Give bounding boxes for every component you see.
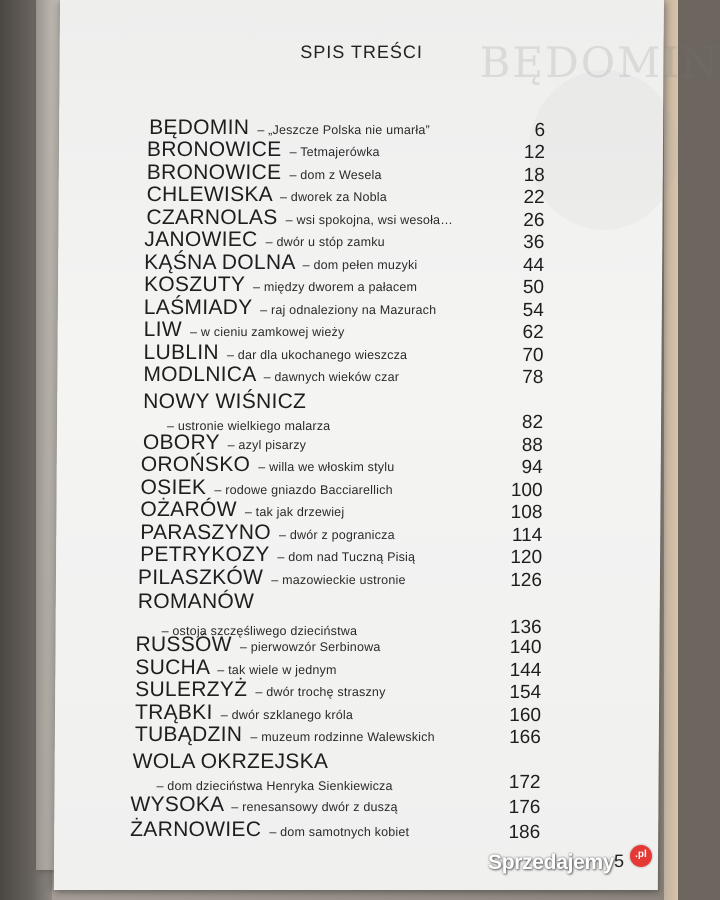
toc-entry-page-number: 100 bbox=[510, 480, 543, 501]
toc-entry-name-text: LUBLIN bbox=[143, 341, 219, 364]
toc-entry-subtitle: – rodowe gniazdo Bacciarellich bbox=[214, 483, 393, 497]
toc-entry-name-text: OBORY bbox=[142, 431, 220, 454]
toc-entry-subtitle: – muzeum rodzinne Walewskich bbox=[250, 730, 435, 744]
toc-entry-subtitle: – mazowieckie ustronie bbox=[271, 573, 406, 587]
toc-entry-name-text: MODLNICA bbox=[143, 363, 256, 386]
toc-entry-page-number: 18 bbox=[523, 165, 545, 186]
toc-entry-page-number: 120 bbox=[510, 547, 543, 568]
toc-entry bbox=[54, 817, 658, 843]
toc-entry-name-text: TRĄBKI bbox=[134, 701, 213, 724]
toc-entry-subtitle: – dwór trochę straszny bbox=[255, 685, 386, 699]
page-number: 5 bbox=[613, 851, 625, 871]
toc-entry-name-text: CHLEWISKA bbox=[146, 183, 272, 206]
toc-entry-page-number: 94 bbox=[521, 457, 543, 478]
toc-entry-subtitle: – ustronie wielkiego malarza bbox=[166, 419, 331, 433]
toc-entry bbox=[54, 792, 658, 818]
watermark-logo bbox=[488, 845, 663, 885]
toc-entry bbox=[56, 587, 660, 613]
toc-entry-page-number: 160 bbox=[509, 705, 542, 726]
toc-entry-subtitle: – wsi spokojna, wsi wesoła… bbox=[285, 213, 453, 227]
table-of-contents bbox=[54, 0, 664, 890]
toc-entry-page-number: 44 bbox=[522, 255, 545, 276]
toc-entry-subtitle: – dwór z pogranicza bbox=[279, 528, 395, 542]
toc-entry-subtitle: – raj odnaleziony na Mazurach bbox=[260, 303, 437, 317]
toc-entry-name-text: SUCHA bbox=[135, 656, 210, 679]
toc-entry-page-number: 136 bbox=[509, 617, 542, 638]
toc-entry-name: ROMANÓW bbox=[137, 590, 255, 613]
toc-entry-subtitle: – dom z Wesela bbox=[289, 168, 382, 182]
toc-entry-subtitle: – renesansowy dwór z duszą bbox=[231, 800, 398, 814]
toc-entry-subtitle: – pierwowzór Serbinowa bbox=[239, 640, 381, 654]
toc-entry-name-text: CZARNOLAS bbox=[146, 206, 278, 229]
toc-entry-page-number: 70 bbox=[522, 345, 544, 366]
toc-entry-page-number: 114 bbox=[511, 525, 543, 546]
toc-entry-subtitle: – azyl pisarzy bbox=[227, 438, 307, 452]
watermark-suffix: .pl bbox=[635, 849, 647, 860]
toc-entry-subtitle: – ostoja szczęśliwego dzieciństwa bbox=[161, 624, 358, 638]
toc-entry-subtitle: – „Jeszcze Polska nie umarła” bbox=[257, 123, 430, 137]
toc-entry-name-text: OŻARÓW bbox=[140, 498, 237, 521]
toc-entry-name bbox=[130, 794, 398, 818]
toc-entry-page-number: 54 bbox=[522, 300, 544, 321]
toc-entry-page-number: 82 bbox=[521, 412, 544, 433]
toc-entry-name-text: JANOWIEC bbox=[144, 228, 258, 251]
toc-entry-subtitle: – dom samotnych kobiet bbox=[269, 825, 410, 839]
toc-entry-name: WOLA OKRZEJSKA bbox=[132, 750, 329, 773]
toc-entry-name-text: PETRYKOZY bbox=[140, 543, 270, 566]
toc-entry-page-number: 36 bbox=[523, 232, 545, 253]
toc-entry bbox=[55, 722, 659, 748]
bleed-through-text: BĘDOMIN bbox=[479, 38, 720, 87]
toc-entry bbox=[54, 767, 658, 793]
toc-entry-name-text: TUBĄDZIN bbox=[134, 723, 243, 746]
toc-entry-page-number: 166 bbox=[509, 727, 541, 748]
toc-entry-name bbox=[130, 819, 409, 843]
toc-entry-name-text: LAŚMIADY bbox=[143, 296, 253, 319]
toc-entry-name-text: PILASZKÓW bbox=[137, 566, 264, 589]
watermark-badge bbox=[630, 845, 652, 867]
toc-entry-name-text: WYSOKA bbox=[130, 793, 224, 816]
toc-entry-subtitle: – dom nad Tuczną Pisią bbox=[277, 550, 416, 564]
toc-entry-name-text: OSIEK bbox=[140, 476, 207, 499]
toc-entry-page-number: 62 bbox=[522, 322, 544, 343]
toc-entry-subtitle: – tak jak drzewiej bbox=[244, 505, 345, 519]
toc-entry-name-text: BRONOWICE bbox=[146, 161, 282, 184]
toc-entry-page-number: 12 bbox=[523, 142, 546, 163]
toc-entry-page-number: 22 bbox=[523, 187, 545, 208]
toc-entry-name-text: ŻARNOWIEC bbox=[130, 818, 262, 841]
toc-entry-subtitle: – w cieniu zamkowej wieży bbox=[190, 325, 345, 339]
toc-entry-page-number: 186 bbox=[508, 822, 541, 843]
toc-entry-page-number: 108 bbox=[510, 502, 543, 523]
toc-entry-page-number: 176 bbox=[508, 797, 541, 818]
toc-entry-subtitle: – między dworem a pałacem bbox=[252, 280, 418, 294]
toc-entry-page-number: 6 bbox=[534, 120, 546, 141]
toc-entry-name-text: KOSZUTY bbox=[143, 273, 246, 296]
toc-entry-subtitle: – dar dla ukochanego wieszcza bbox=[226, 348, 408, 362]
toc-entry-name-text: RUSSÓW bbox=[135, 633, 232, 656]
toc-entry-name-text: LIW bbox=[143, 318, 183, 341]
toc-entry-name: NOWY WIŚNICZ bbox=[143, 390, 307, 413]
toc-entry-page-number: 88 bbox=[521, 435, 543, 456]
toc-entry-page-number: 154 bbox=[509, 682, 542, 703]
toc-entry bbox=[57, 362, 661, 388]
toc-entry-subtitle: – Tetmajerówka bbox=[289, 145, 380, 159]
toc-entry-name-text: PARASZYNO bbox=[140, 521, 272, 544]
toc-entry-name-text: BRONOWICE bbox=[146, 138, 282, 161]
book-page bbox=[54, 0, 720, 890]
toc-entry-subtitle: – dawnych wieków czar bbox=[263, 370, 400, 384]
toc-entry-name bbox=[135, 724, 435, 748]
toc-entry-page-number: 126 bbox=[510, 570, 543, 591]
toc-entry-page-number: 140 bbox=[509, 637, 542, 658]
toc-entry-name bbox=[143, 364, 399, 388]
toc-entry-subtitle: – willa we włoskim stylu bbox=[258, 460, 395, 474]
toc-entry-name-text: OROŃSKO bbox=[140, 453, 251, 476]
toc-entry-name-text: KĄŚNA DOLNA bbox=[144, 251, 295, 274]
toc-entry-subtitle: – dom dzieciństwa Henryka Sienkiewicza bbox=[156, 779, 393, 793]
toc-entry-subtitle: – dom pełen muzyki bbox=[302, 258, 418, 272]
toc-entry-page-number: 144 bbox=[509, 660, 542, 681]
toc-entry-subtitle: – dwór szklanego króla bbox=[220, 708, 354, 722]
toc-entry-name-text: SULERZYŻ bbox=[135, 678, 248, 701]
toc-entry-subtitle: – dwór u stóp zamku bbox=[265, 235, 385, 249]
toc-entry-subtitle: – dworek za Nobla bbox=[279, 190, 387, 204]
watermark-text: Sprzedajemy bbox=[488, 851, 615, 874]
toc-entry-subtitle: – tak wiele w jednym bbox=[217, 663, 337, 677]
toc-entry-page-number: 78 bbox=[522, 367, 544, 388]
toc-entry-name-text: BĘDOMIN bbox=[149, 116, 250, 139]
toc-entry-page-number: 50 bbox=[522, 277, 545, 298]
toc-entry-page-number: 172 bbox=[508, 772, 541, 793]
toc-entry-page-number: 26 bbox=[523, 210, 545, 231]
page-title: SPIS TREŚCI bbox=[300, 42, 424, 62]
